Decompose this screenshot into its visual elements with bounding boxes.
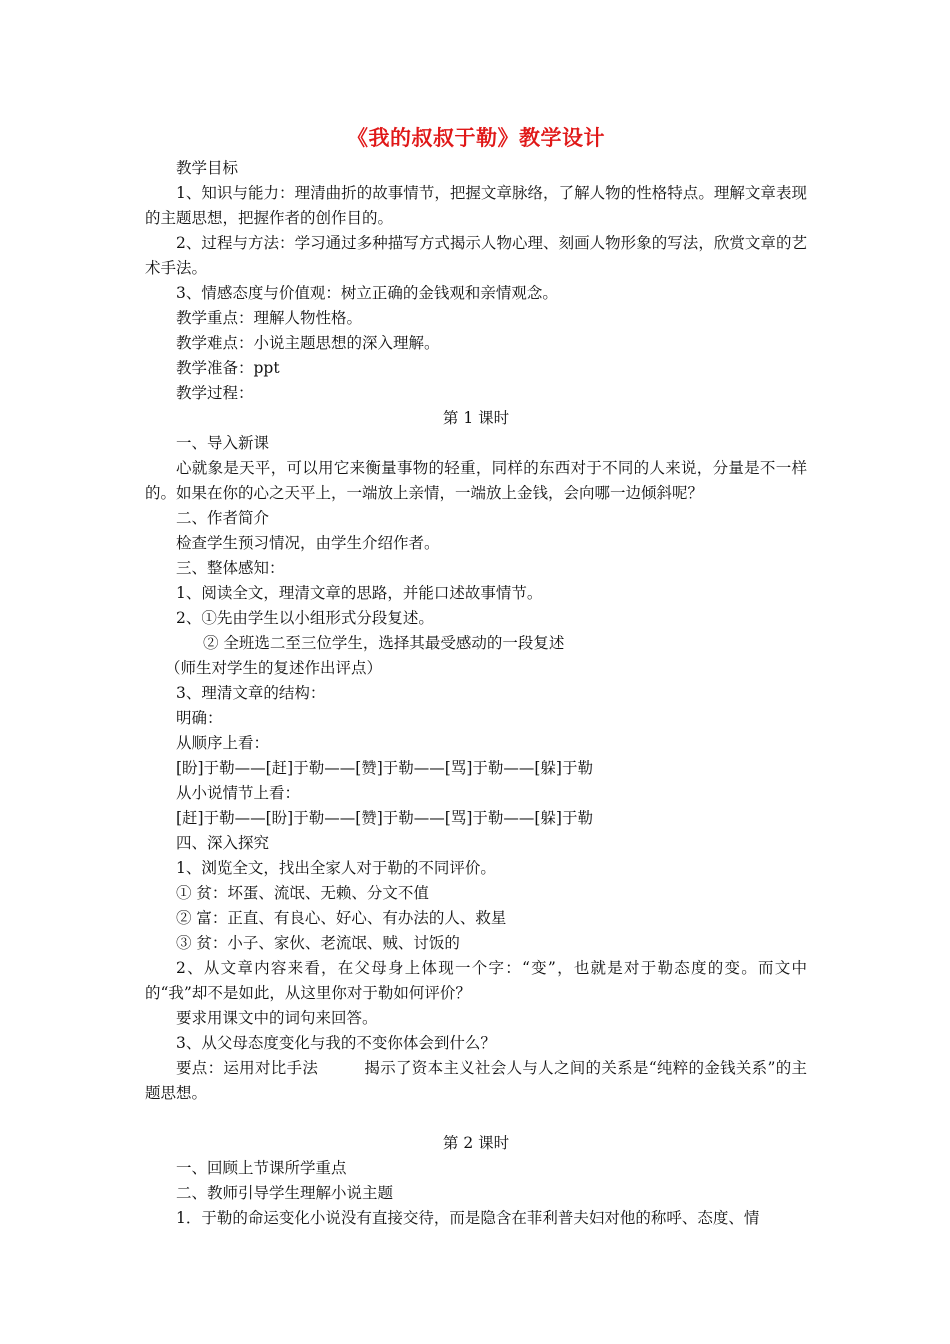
teaching-focus: 教学重点：理解人物性格。 xyxy=(176,309,363,327)
clarify-label: 明确： xyxy=(176,709,223,727)
teaching-process: 教学过程： xyxy=(176,384,254,402)
section-1-heading: 一、导入新课 xyxy=(176,434,270,452)
section-4-item-2b: 要求用课文中的词句来回答。 xyxy=(176,1009,378,1027)
section-3-item-2: 2、①先由学生以小组形式分段复述。 xyxy=(176,609,434,627)
section-3-note: （师生对学生的复述作出评点） xyxy=(165,659,383,677)
section-1-text: 心就象是天平，可以用它来衡量事物的轻重，同样的东西对于不同的人来说，分量是不一样的。如果在你的心之天平上，一端放上亲情，一端放上金钱，会向哪一边倾斜呢？ xyxy=(145,459,807,502)
order-heading: 从顺序上看： xyxy=(176,734,270,752)
section-3-item-1: 1、阅读全文，理清文章的思路，并能口述故事情节。 xyxy=(176,584,543,602)
review-heading: 一、回顾上节课所学重点 xyxy=(176,1159,347,1177)
key-points xyxy=(145,1056,807,1106)
plot-sequence: [赶]于勒——[盼]于勒——[赞]于勒——[骂]于勒——[躲]于勒 xyxy=(176,809,593,827)
section-4-item-1b: ② 富：正直、有良心、好心、有办法的人、救星 xyxy=(176,909,507,927)
section-3-item-3: 3、理清文章的结构： xyxy=(176,684,326,702)
goal-2: 2、过程与方法：学习通过多种描写方式揭示人物心理、刻画人物形象的写法，欣赏文章的艺术手法。 xyxy=(145,234,807,277)
section-4-item-1c: ③ 贫：小子、家伙、老流氓、贼、讨饭的 xyxy=(176,934,460,952)
theme-item-1: 1．于勒的命运变化小说没有直接交待，而是隐含在菲利普夫妇对他的称呼、态度、情 xyxy=(176,1209,760,1227)
goal-heading: 教学目标 xyxy=(176,159,239,177)
plot-heading: 从小说情节上看： xyxy=(176,784,301,802)
document-title: 《我的叔叔于勒》教学设计 xyxy=(347,125,605,150)
section-4-heading: 四、深入探究 xyxy=(176,834,270,852)
section-4-item-1: 1、浏览全文，找出全家人对于勒的不同评价。 xyxy=(176,859,496,877)
document-page xyxy=(145,124,807,1231)
goal-1: 1、知识与能力：理清曲折的故事情节，把握文章脉络，了解人物的性格特点。理解文章表现的主题思想，把握作者的创作目的。 xyxy=(145,184,807,227)
order-sequence: [盼]于勒——[赶]于勒——[赞]于勒——[骂]于勒——[躲]于勒 xyxy=(176,759,593,777)
key-points-text: 揭示了资本主义社会人与人之间的关系是“纯粹的金钱关系”的主题思想。 xyxy=(145,1059,807,1102)
teaching-preparation: 教学准备：ppt xyxy=(176,359,280,377)
lesson-1-heading: 第 1 课时 xyxy=(442,409,510,427)
teaching-difficulty: 教学难点：小说主题思想的深入理解。 xyxy=(176,334,440,352)
section-2-heading: 二、作者简介 xyxy=(176,509,270,527)
section-3-heading: 三、整体感知： xyxy=(176,559,285,577)
section-4-item-1a: ① 贫：坏蛋、流氓、无赖、分文不值 xyxy=(176,884,429,902)
section-4-item-3: 3、从父母态度变化与我的不变你体会到什么？ xyxy=(176,1034,496,1052)
section-3-item-2b: ② 全班选二至三位学生，选择其最受感动的一段复述 xyxy=(203,634,565,652)
section-4-item-2: 2、从文章内容来看，在父母身上体现一个字：“变”，也就是对于勒态度的变。而文中的“我”却不是如此，从这里你对于勒如何评价？ xyxy=(145,959,807,1002)
theme-heading: 二、教师引导学生理解小说主题 xyxy=(176,1184,394,1202)
section-2-text: 检查学生预习情况，由学生介绍作者。 xyxy=(176,534,440,552)
lesson-2-heading: 第 2 课时 xyxy=(442,1134,510,1152)
key-points-label: 要点：运用对比手法 xyxy=(176,1059,319,1077)
goal-3: 3、情感态度与价值观：树立正确的金钱观和亲情观念。 xyxy=(176,284,558,302)
